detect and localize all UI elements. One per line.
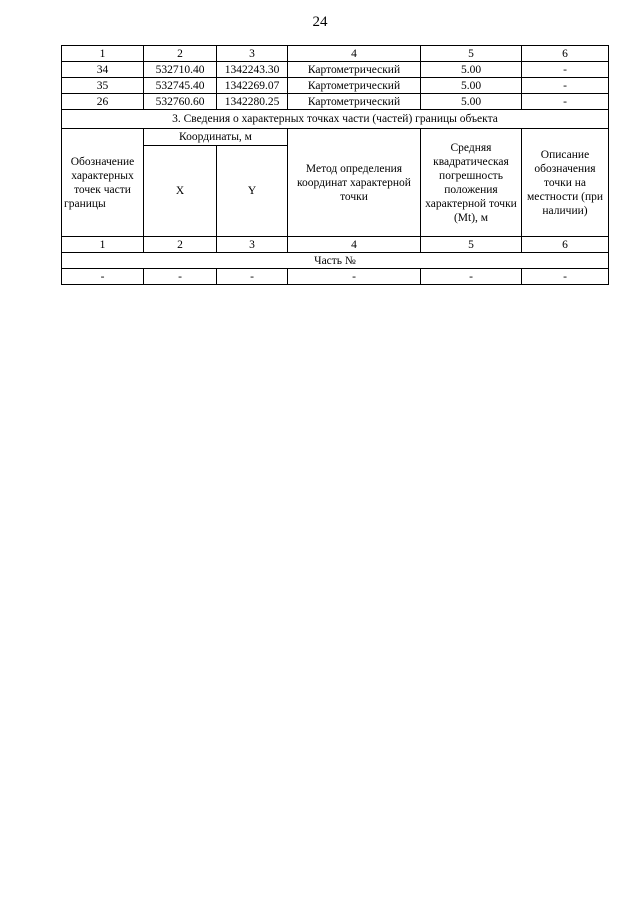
empty-cell: -	[288, 269, 421, 285]
header-cell: 1	[62, 46, 144, 62]
coord-x: 532745.40	[144, 78, 217, 94]
column-number: 5	[421, 237, 522, 253]
table-row	[62, 62, 609, 78]
y-header: Y	[217, 146, 288, 237]
column-number: 3	[217, 237, 288, 253]
column-number: 2	[144, 237, 217, 253]
description: -	[522, 62, 609, 78]
page-number: 24	[312, 14, 328, 30]
empty-cell: -	[421, 269, 522, 285]
table-header-row	[62, 46, 609, 62]
part-label-row	[62, 253, 609, 269]
empty-cell: -	[217, 269, 288, 285]
header-cell: 2	[144, 46, 217, 62]
table-row	[62, 269, 609, 285]
section-title-row	[62, 110, 609, 129]
mt-value: 5.00	[421, 62, 522, 78]
header-cell: 4	[288, 46, 421, 62]
coord-y: 1342280.25	[217, 94, 288, 110]
header-cell: 3	[217, 46, 288, 62]
column-number: 4	[288, 237, 421, 253]
mt-header: Средняя квадратическая погрешность положения характерной точки (Mt), м	[421, 129, 522, 237]
description: -	[522, 94, 609, 110]
mt-value: 5.00	[421, 94, 522, 110]
x-header: X	[144, 146, 217, 237]
section-title: 3. Сведения о характерных точках части (частей) границы объекта	[62, 110, 609, 129]
table-row	[62, 94, 609, 110]
coords-header: Координаты, м	[144, 129, 288, 146]
coord-y: 1342243.30	[217, 62, 288, 78]
coord-y: 1342269.07	[217, 78, 288, 94]
empty-cell: -	[144, 269, 217, 285]
designation-header: Обозначение характерных точек части границы	[62, 129, 144, 237]
coord-x: 532760.60	[144, 94, 217, 110]
point-id: 26	[62, 94, 144, 110]
method: Картометрический	[288, 78, 421, 94]
coord-x: 532710.40	[144, 62, 217, 78]
method: Картометрический	[288, 94, 421, 110]
table-row	[62, 78, 609, 94]
description: -	[522, 78, 609, 94]
point-id: 35	[62, 78, 144, 94]
method: Картометрический	[288, 62, 421, 78]
mt-value: 5.00	[421, 78, 522, 94]
section-header-row-1	[62, 129, 609, 146]
empty-cell: -	[522, 269, 609, 285]
empty-cell: -	[62, 269, 144, 285]
column-number: 1	[62, 237, 144, 253]
part-label: Часть №	[62, 253, 609, 269]
description-header: Описание обозначения точки на местности (при наличии)	[522, 129, 609, 237]
column-number: 6	[522, 237, 609, 253]
header-cell: 6	[522, 46, 609, 62]
method-header: Метод определения координат характерной точки	[288, 129, 421, 237]
column-numbers-row	[62, 237, 609, 253]
header-cell: 5	[421, 46, 522, 62]
point-id: 34	[62, 62, 144, 78]
boundary-points-table	[61, 45, 609, 285]
